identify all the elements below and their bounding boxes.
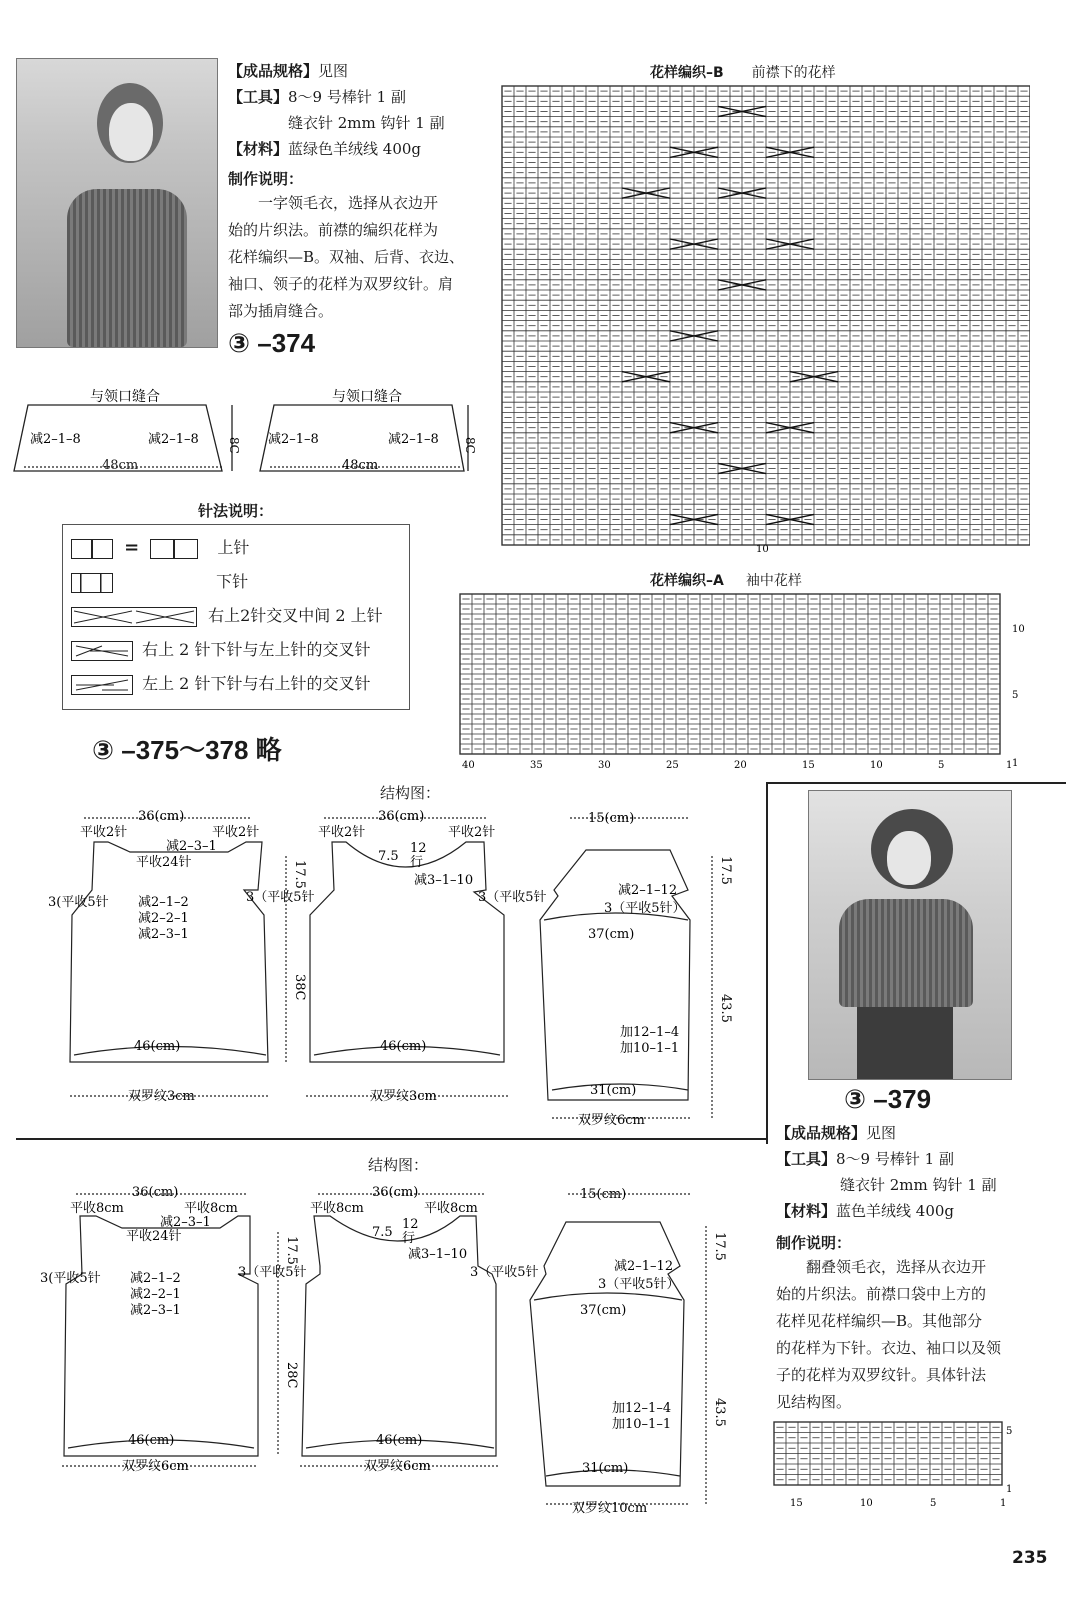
chart-a-xtick: 5	[938, 760, 945, 771]
s1-sleeve-inc2: 加10–1–1	[620, 1041, 680, 1056]
specs-379	[776, 1120, 1076, 1224]
collar-left-width: 48cm	[102, 458, 139, 473]
spec-size: 【成品规格】见图	[228, 62, 349, 80]
s2-back-rb: 平收8cm	[184, 1201, 238, 1216]
specs-374	[228, 58, 488, 162]
skip-label: ③ –375～378 略	[92, 735, 282, 765]
box-379-top	[766, 782, 1066, 784]
collar-right-width: 48cm	[342, 458, 379, 473]
spec379-size: 【成品规格】见图	[776, 1124, 897, 1142]
s1-front-rb: 平收2针	[448, 825, 496, 840]
chart-a-ytick: 5	[1012, 690, 1019, 701]
chart-b-grid	[502, 86, 1030, 545]
structure-diagram-2	[0, 1174, 760, 1546]
s2-back-dec1: 减2–1–2	[130, 1271, 181, 1286]
s1-sleeve-top: 15(cm)	[588, 811, 635, 826]
s1-back-height: 38C	[292, 974, 307, 1001]
model-photo-379	[808, 790, 1012, 1080]
s2-sleeve-raglan: 17.5	[712, 1232, 727, 1261]
s2-sleeve-top: 15(cm)	[580, 1187, 627, 1202]
s2-back-mid2: 平收24针	[126, 1229, 182, 1244]
s1-back-bottom: 46(cm)	[134, 1039, 181, 1054]
chart-379-grid	[774, 1422, 1002, 1485]
s2-front-rib: 双罗纹6cm	[364, 1459, 431, 1474]
spec379-material: 【材料】蓝色羊绒线 400g	[776, 1202, 955, 1220]
s2-front-bottom: 46(cm)	[376, 1433, 423, 1448]
s2-sleeve-length: 43.5	[712, 1398, 727, 1427]
chart-379-ytick: 5	[1006, 1426, 1013, 1437]
s1-back-lb: 平收2针	[80, 825, 128, 840]
chart-b-bottom-mark: 10	[756, 544, 769, 554]
s1-sleeve-raglan: 17.5	[718, 856, 733, 885]
chart-379-xtick: 5	[930, 1498, 937, 1509]
method-text-379: 翻叠领毛衣，选择从衣边开 始的片织法。前襟口袋中上方的 花样见花样编织—B。其他部分 的花样为下针。衣边、袖口以及领 子的花样为双罗纹针。具体针法 见结构图。	[776, 1258, 1002, 1411]
chart-a-xtick: 1	[1006, 760, 1013, 771]
collar-left-height: 8C	[227, 437, 241, 454]
model-photo-374	[16, 58, 218, 348]
legend-purl: = 上针	[71, 535, 249, 559]
chart-379-xtick: 10	[860, 1498, 873, 1509]
pattern-chart-b	[498, 84, 1030, 554]
s2-sleeve-width: 37(cm)	[580, 1303, 627, 1318]
s2-sleeve-dec: 减2–1–12	[614, 1259, 674, 1274]
front-outline	[310, 842, 504, 1062]
chart-379-xtick: 1	[1000, 1498, 1007, 1509]
s1-back-dec1: 减2–1–2	[138, 895, 189, 910]
s2-back-dec3: 减2–3–1	[130, 1303, 181, 1318]
s2-sleeve-cuff: 31(cm)	[582, 1461, 629, 1476]
s2-back-raglan: 17.5	[284, 1236, 299, 1265]
method-text-374: 一字领毛衣，选择从衣边开 始的片织法。前襟的编织花样为 花样编织—B。双袖、后背、衣边、 袖口、领子的花样为双罗纹针。肩 部为插肩缝合。	[228, 194, 465, 320]
s1-back-dec2: 减2–2–1	[138, 911, 189, 926]
s1-front-dec: 减3–1–10	[414, 873, 474, 888]
back-outline	[70, 842, 268, 1062]
method-title-379: 制作说明：	[776, 1234, 852, 1252]
s1-sleeve-dec: 减2–1–12	[618, 883, 678, 898]
s2-front-top: 36(cm)	[372, 1185, 419, 1200]
s2-front-side: 3（平收5针	[470, 1265, 539, 1280]
section-divider	[16, 1138, 768, 1140]
collar-right-dec-r: 减2–1–8	[388, 432, 439, 447]
s2-back-mid1: 减2–3–1	[160, 1215, 211, 1230]
s1-back-top: 36(cm)	[138, 809, 185, 824]
pattern-id-374: ③ –374	[228, 328, 316, 358]
chart-a-xtick: 20	[734, 760, 747, 771]
legend-cable-right: 右上 2 针下针与左上针的交叉针	[71, 637, 370, 661]
s2-back-rib: 双罗纹6cm	[122, 1459, 189, 1474]
collar-diagrams	[10, 385, 490, 480]
chart-a-grid	[460, 594, 1000, 754]
s2-back-side-r: 3（平收5针	[238, 1265, 307, 1280]
s1-front-bottom: 46(cm)	[380, 1039, 427, 1054]
purl-symbol-icon	[71, 539, 113, 559]
spec-tools-2: 缝衣针 2mm 钩针 1 副	[288, 114, 445, 132]
s2-back-lb: 平收8cm	[70, 1201, 124, 1216]
legend-cable-center: 右上2针交叉中间 2 上针	[71, 603, 383, 627]
chart-a-xtick: 15	[802, 760, 815, 771]
box-379-left	[766, 782, 768, 1144]
legend-box	[62, 524, 410, 710]
s2-front-neck2: 12	[402, 1217, 419, 1232]
pattern-chart-a	[456, 592, 1036, 774]
s1-front-side: 3（平收5针	[478, 890, 547, 905]
cable-center-symbol-icon	[71, 607, 197, 627]
collar-left-dec-l: 减2–1–8	[30, 432, 81, 447]
spec-tools: 【工具】8～9 号棒针 1 副	[228, 88, 406, 106]
s1-sleeve-width: 37(cm)	[588, 927, 635, 942]
struct1-title: 结构图：	[380, 784, 441, 802]
s1-sleeve-inc1: 加12–1–4	[620, 1025, 680, 1040]
s1-back-side-r: 3（平收5针	[246, 890, 315, 905]
collar-left-title: 与领口缝合	[90, 389, 160, 405]
s1-back-rb: 平收2针	[212, 825, 260, 840]
chart-379-ytick: 1	[1006, 1484, 1013, 1495]
s1-back-raglan: 17.5	[292, 860, 307, 889]
pattern-id-379: ③ –379	[844, 1084, 932, 1114]
s2-front-dec: 减3–1–10	[408, 1247, 468, 1262]
collar-right-dec-l: 减2–1–8	[268, 432, 319, 447]
s1-back-mid1: 减2–3–1	[166, 839, 217, 854]
s2-back-bottom: 46(cm)	[128, 1433, 175, 1448]
s1-front-lb: 平收2针	[318, 825, 366, 840]
struct2-title: 结构图：	[368, 1156, 429, 1174]
chart-a-title: 花样编织–A 袖中花样	[650, 573, 802, 589]
back2-outline	[64, 1216, 258, 1456]
spec379-tools: 【工具】8～9 号棒针 1 副	[776, 1150, 954, 1168]
s2-back-top: 36(cm)	[132, 1185, 179, 1200]
s2-back-dec2: 减2–2–1	[130, 1287, 181, 1302]
page-number: 235	[1012, 1548, 1048, 1568]
chart-a-ytick: 10	[1012, 624, 1025, 635]
s1-back-side: 3(平收5针	[48, 895, 109, 910]
cable-left-symbol-icon	[71, 675, 133, 695]
s1-sleeve-rib: 双罗纹6cm	[578, 1113, 645, 1128]
structure-diagram-1	[0, 800, 760, 1140]
legend-cable-left: 左上 2 针下针与右上针的交叉针	[71, 671, 370, 695]
s1-back-mid2: 平收24针	[136, 855, 192, 870]
s2-front-neck1: 7.5	[372, 1225, 393, 1240]
cable-right-symbol-icon	[71, 641, 133, 661]
s2-sleeve-inc2: 加10–1–1	[612, 1417, 672, 1432]
collar-left-dec-r: 减2–1–8	[148, 432, 199, 447]
legend-knit: 下针	[71, 569, 248, 593]
s2-front-neck3: 行	[402, 1231, 416, 1246]
s1-front-neck2: 12	[410, 841, 427, 856]
s2-sleeve-inc1: 加12–1–4	[612, 1401, 672, 1416]
s1-front-top: 36(cm)	[378, 809, 425, 824]
collar-right-height: 8C	[463, 437, 477, 454]
chart-a-xtick: 40	[462, 760, 475, 771]
knit-symbol-icon	[71, 573, 113, 593]
s2-front-lb: 平收8cm	[310, 1201, 364, 1216]
chart-a-ytick: 1	[1012, 758, 1019, 769]
s1-back-dec3: 减2–3–1	[138, 927, 189, 942]
chart-379-xtick: 15	[790, 1498, 803, 1509]
pattern-chart-379	[770, 1420, 1020, 1512]
chart-b-title: 花样编织–B 前襟下的花样	[650, 65, 836, 81]
s1-sleeve-cuff: 31(cm)	[590, 1083, 637, 1098]
s1-sleeve-length: 43.5	[718, 994, 733, 1023]
s1-sleeve-cast: 3（平收5针）	[604, 901, 686, 916]
collar-right-title: 与领口缝合	[332, 389, 402, 405]
chart-a-xtick: 10	[870, 760, 883, 771]
s1-front-neck1: 7.5	[378, 849, 399, 864]
s2-sleeve-cast: 3（平收5针）	[598, 1277, 680, 1292]
legend-title: 针法说明：	[198, 502, 274, 520]
chart-a-xtick: 25	[666, 760, 679, 771]
chart-a-xtick: 35	[530, 760, 543, 771]
s2-back-side: 3(平收5针	[40, 1271, 101, 1286]
s2-back-height: 28C	[284, 1362, 299, 1389]
s2-front-rb: 平收8cm	[424, 1201, 478, 1216]
blank-symbol-icon	[150, 539, 198, 559]
method-title-374: 制作说明：	[228, 170, 304, 188]
s1-front-rib: 双罗纹3cm	[370, 1089, 437, 1104]
s2-sleeve-rib: 双罗纹10cm	[572, 1501, 648, 1516]
chart-a-xtick: 30	[598, 760, 611, 771]
s1-front-neck3: 行	[410, 855, 424, 870]
spec379-tools-2: 缝衣针 2mm 钩针 1 副	[840, 1176, 997, 1194]
s1-back-rib: 双罗纹3cm	[128, 1089, 195, 1104]
spec-material: 【材料】蓝绿色羊绒线 400g	[228, 140, 422, 158]
